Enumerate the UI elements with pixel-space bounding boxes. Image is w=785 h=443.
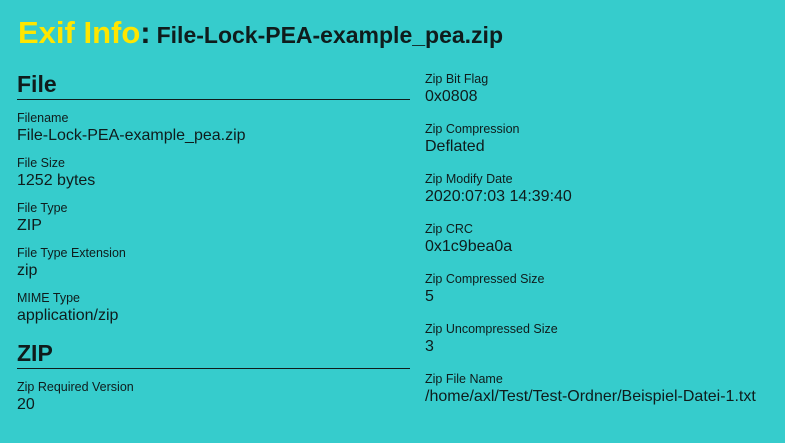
- section-heading-zip: ZIP: [17, 339, 410, 369]
- field-file-type: [17, 201, 410, 235]
- field-label: Zip Modify Date: [425, 172, 513, 186]
- field-zip-compressed-size: [425, 272, 780, 306]
- title-filename: File-Lock-PEA-example_pea.zip: [156, 22, 503, 48]
- field-mime-type: [17, 291, 410, 325]
- field-zip-required-version: [17, 380, 410, 414]
- field-label: Filename: [17, 111, 69, 125]
- field-value: 0x0808: [425, 88, 478, 105]
- right-column: [425, 72, 780, 422]
- field-file-type-extension: [17, 246, 410, 280]
- field-value: zip: [17, 262, 38, 279]
- field-zip-modify-date: [425, 172, 780, 206]
- field-label: Zip CRC: [425, 222, 473, 236]
- field-label: File Size: [17, 156, 65, 170]
- field-filename: [17, 111, 410, 145]
- field-label: Zip Compressed Size: [425, 272, 545, 286]
- field-zip-crc: [425, 222, 780, 256]
- field-value: application/zip: [17, 307, 119, 324]
- title-separator: :: [140, 15, 151, 50]
- field-value: File-Lock-PEA-example_pea.zip: [17, 127, 246, 144]
- field-value: 0x1c9bea0a: [425, 238, 513, 255]
- field-label: MIME Type: [17, 291, 80, 305]
- field-file-size: [17, 156, 410, 190]
- field-label: Zip Required Version: [17, 380, 134, 394]
- page-title: [18, 14, 503, 53]
- field-value: /home/axl/Test/Test-Ordner/Beispiel-Datei-1.txt: [425, 388, 756, 405]
- field-label: Zip Uncompressed Size: [425, 322, 558, 336]
- field-zip-file-name: [425, 372, 780, 406]
- field-value: ZIP: [17, 217, 42, 234]
- field-label: File Type Extension: [17, 246, 126, 260]
- field-label: Zip Bit Flag: [425, 72, 489, 86]
- field-zip-compression: [425, 122, 780, 156]
- field-value: 3: [425, 338, 434, 355]
- field-value: 5: [425, 288, 434, 305]
- brand-label: Exif Info: [18, 15, 141, 50]
- field-value: Deflated: [425, 138, 485, 155]
- field-value: 1252 bytes: [17, 172, 96, 189]
- field-zip-uncompressed-size: [425, 322, 780, 356]
- field-value: 2020:07:03 14:39:40: [425, 188, 572, 205]
- section-heading-file: File: [17, 70, 410, 100]
- field-zip-bit-flag: [425, 72, 780, 106]
- field-label: File Type: [17, 201, 68, 215]
- field-value: 20: [17, 396, 35, 413]
- field-label: Zip Compression: [425, 122, 520, 136]
- left-column: [17, 70, 410, 414]
- field-label: Zip File Name: [425, 372, 503, 386]
